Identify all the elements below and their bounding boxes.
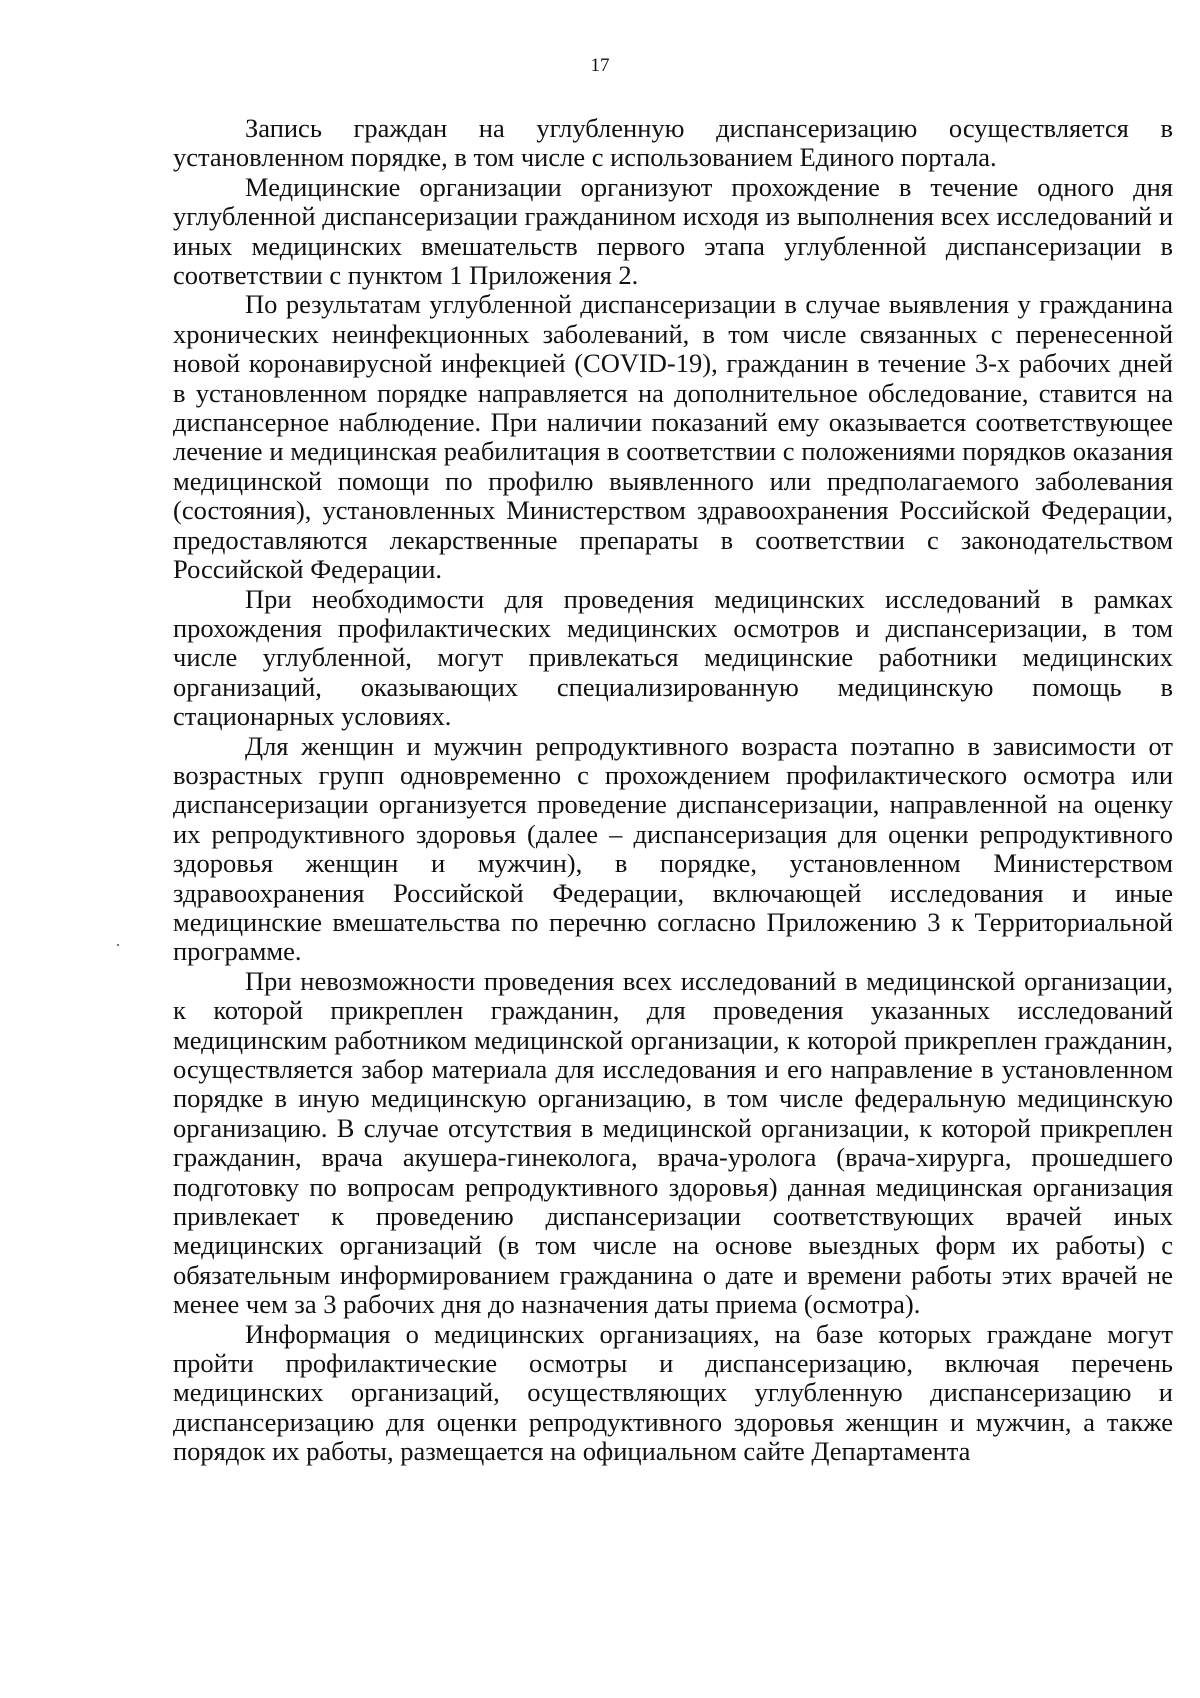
paragraph-research-impossibility: При невозможности проведения всех исследований в медицинской организации, к которой прикреплен гражданин, для проведения указанных исследований медицинским работником медицинской организации, к которой прикреплен гражданин, осуществляется забор материала для исследования и его направление в установленном порядке в иную медицинскую организацию, в том числе федеральную медицинскую организацию. В случае отсутствия в медицинской организации, к которой прикреплен гражданин, врача акушера-гинеколога, врача-уролога (врача-хирурга, прошедшего подготовку по вопросам репродуктивного здоровья) данная медицинская организация привлекает к проведению диспансеризации соответствующих врачей иных медицинских организаций (в том числе на основе выездных форм их работы) с обязательным информированием гражданина о дате и времени работы этих врачей не менее чем за 3 рабочих дня до назначения даты приема (осмотра). xyxy=(173,965,1173,1320)
paragraph-reproductive-health: Для женщин и мужчин репродуктивного возраста поэтапно в зависимости от возрастных групп одновременно с прохождением профилактического осмотра или диспансеризации организуется проведение диспансеризации, направленной на оценку их репродуктивного здоровья (далее – диспансеризация для оценки репродуктивного здоровья женщин и мужчин), в порядке, установленном Министерством здравоохранения Российской Федерации, включающей исследования и иные медицинские вмешательства по перечню согласно Приложению 3 к Территориальной программе. xyxy=(173,730,1173,967)
paragraph-results-follow-up: По результатам углубленной диспансеризации в случае выявления у гражданина хронических неинфекционных заболеваний, в том числе связанных с перенесенной новой коронавирусной инфекцией (COVID-19), гражданин в течение 3-х рабочих дней в установленном порядке направляется на дополнительное обследование, ставится на диспансерное наблюдение. При наличии показаний ему оказывается соответствующее лечение и медицинская реабилитация в соответствии с положениями порядков оказания медицинской помощи по профилю выявленного или предполагаемого заболевания (состояния), установленных Министерством здравоохранения Российской Федерации, предоставляются лекарственные препараты в соответствии с законодательством Российской Федерации. xyxy=(173,289,1173,585)
page-number: 17 xyxy=(590,55,610,76)
document-body xyxy=(173,114,1173,1467)
paragraph-medical-workers: При необходимости для проведения медицинских исследований в рамках прохождения профилактических медицинских осмотров и диспансеризации, в том числе углубленной, могут привлекаться медицинские работники медицинских организаций, оказывающих специализированную медицинскую помощь в стационарных условиях. xyxy=(173,583,1173,732)
paragraph-appointment-booking: Запись граждан на углубленную диспансеризацию осуществляется в установленном порядке, в том числе с использованием Единого портала. xyxy=(173,113,1173,173)
paragraph-information-publication: Информация о медицинских организациях, на базе которых граждане могут пройти профилактические осмотры и диспансеризацию, включая перечень медицинских организаций, осуществляющих углубленную диспансеризацию и диспансеризацию для оценки репродуктивного здоровья женщин и мужчин, а также порядок их работы, размещается на официальном сайте Департамента xyxy=(173,1318,1173,1467)
paragraph-one-day-passage: Медицинские организации организуют прохождение в течение одного дня углубленной диспансеризации гражданином исходя из выполнения всех исследований и иных медицинских вмешательств первого этапа углубленной диспансеризации в соответствии с пунктом 1 Приложения 2. xyxy=(173,171,1173,291)
scan-speck xyxy=(117,944,119,946)
